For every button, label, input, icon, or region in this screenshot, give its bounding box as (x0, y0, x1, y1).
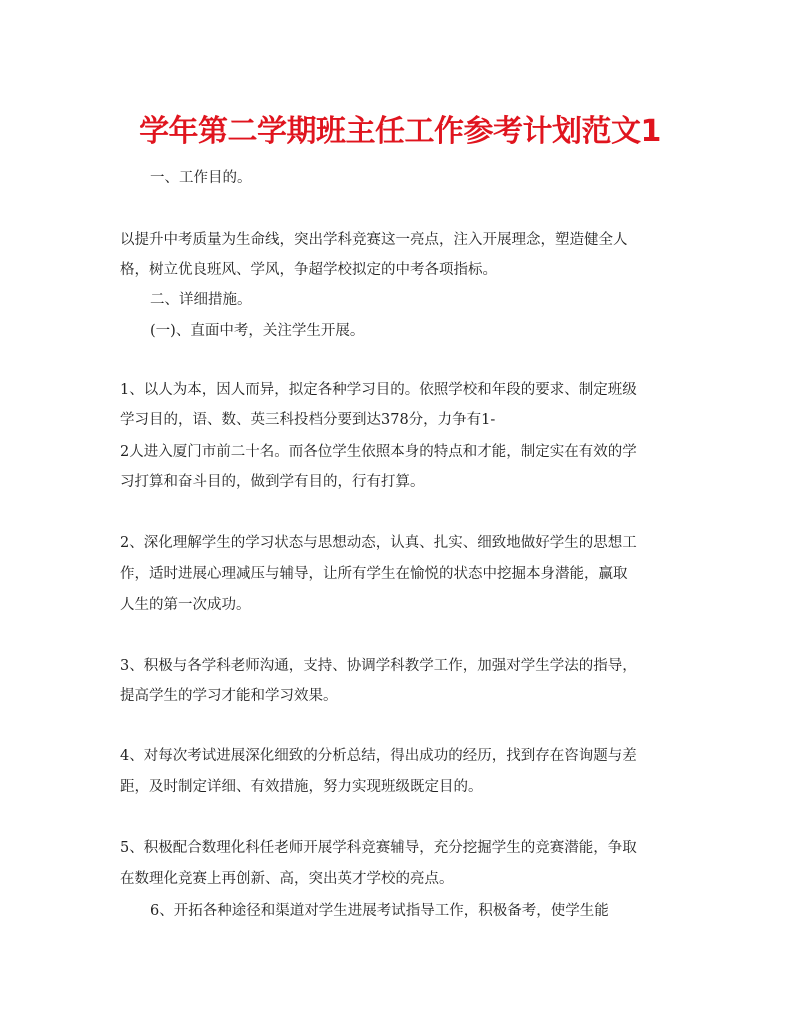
paragraph-line: 人生的第一次成功。 (120, 597, 251, 613)
paragraph-line: 习打算和奋斗目的，做到学有目的，行有打算。 (120, 474, 425, 490)
paragraph-line: 距，及时制定详细、有效措施，努力实现班级既定目的。 (120, 779, 483, 795)
paragraph-line: 2人进入厦门市前二十名。而各位学生依照本身的特点和才能，制定实在有效的学 (120, 444, 637, 460)
paragraph-line: 以提升中考质量为生命线，突出学科竞赛这一亮点，注入开展理念，塑造健全人 (120, 232, 628, 248)
paragraph-line: 在数理化竞赛上再创新、高，突出英才学校的亮点。 (120, 871, 454, 887)
heading-work-goals: 一、工作目的。 (150, 170, 252, 186)
paragraph-line: 5、积极配合数理化科任老师开展学科竞赛辅导，充分挖掘学生的竞赛潜能，争取 (120, 840, 637, 856)
paragraph-line: 2、深化理解学生的学习状态与思想动态，认真、扎实、细致地做好学生的思想工 (120, 535, 637, 551)
paragraph-line: 作，适时进展心理减压与辅导，让所有学生在愉悦的状态中挖掘本身潜能，赢取 (120, 566, 628, 582)
paragraph-line: 1、以人为本，因人而异，拟定各种学习目的。依照学校和年段的要求、制定班级 (120, 382, 637, 398)
paragraph-line: 格，树立优良班风、学风，争超学校拟定的中考各项指标。 (120, 262, 497, 278)
subheading-face-exam: (一)、直面中考，关注学生开展。 (150, 323, 365, 339)
paragraph-line: 4、对每次考试进展深化细致的分析总结，得出成功的经历，找到存在咨询题与差 (120, 748, 637, 764)
paragraph-line: 6、开拓各种途径和渠道对学生进展考试指导工作，积极备考，使学生能 (150, 903, 609, 919)
paragraph-line: 3、积极与各学科老师沟通，支持、协调学科教学工作，加强对学生学法的指导， (120, 658, 637, 674)
heading-detailed-measures: 二、详细措施。 (150, 292, 252, 308)
paragraph-line: 学习目的，语、数、英三科投档分要到达378分，力争有1- (120, 412, 496, 428)
paragraph-line: 提高学生的学习才能和学习效果。 (120, 688, 338, 704)
document-title: 学年第二学期班主任工作参考计划范文1 (139, 114, 661, 149)
